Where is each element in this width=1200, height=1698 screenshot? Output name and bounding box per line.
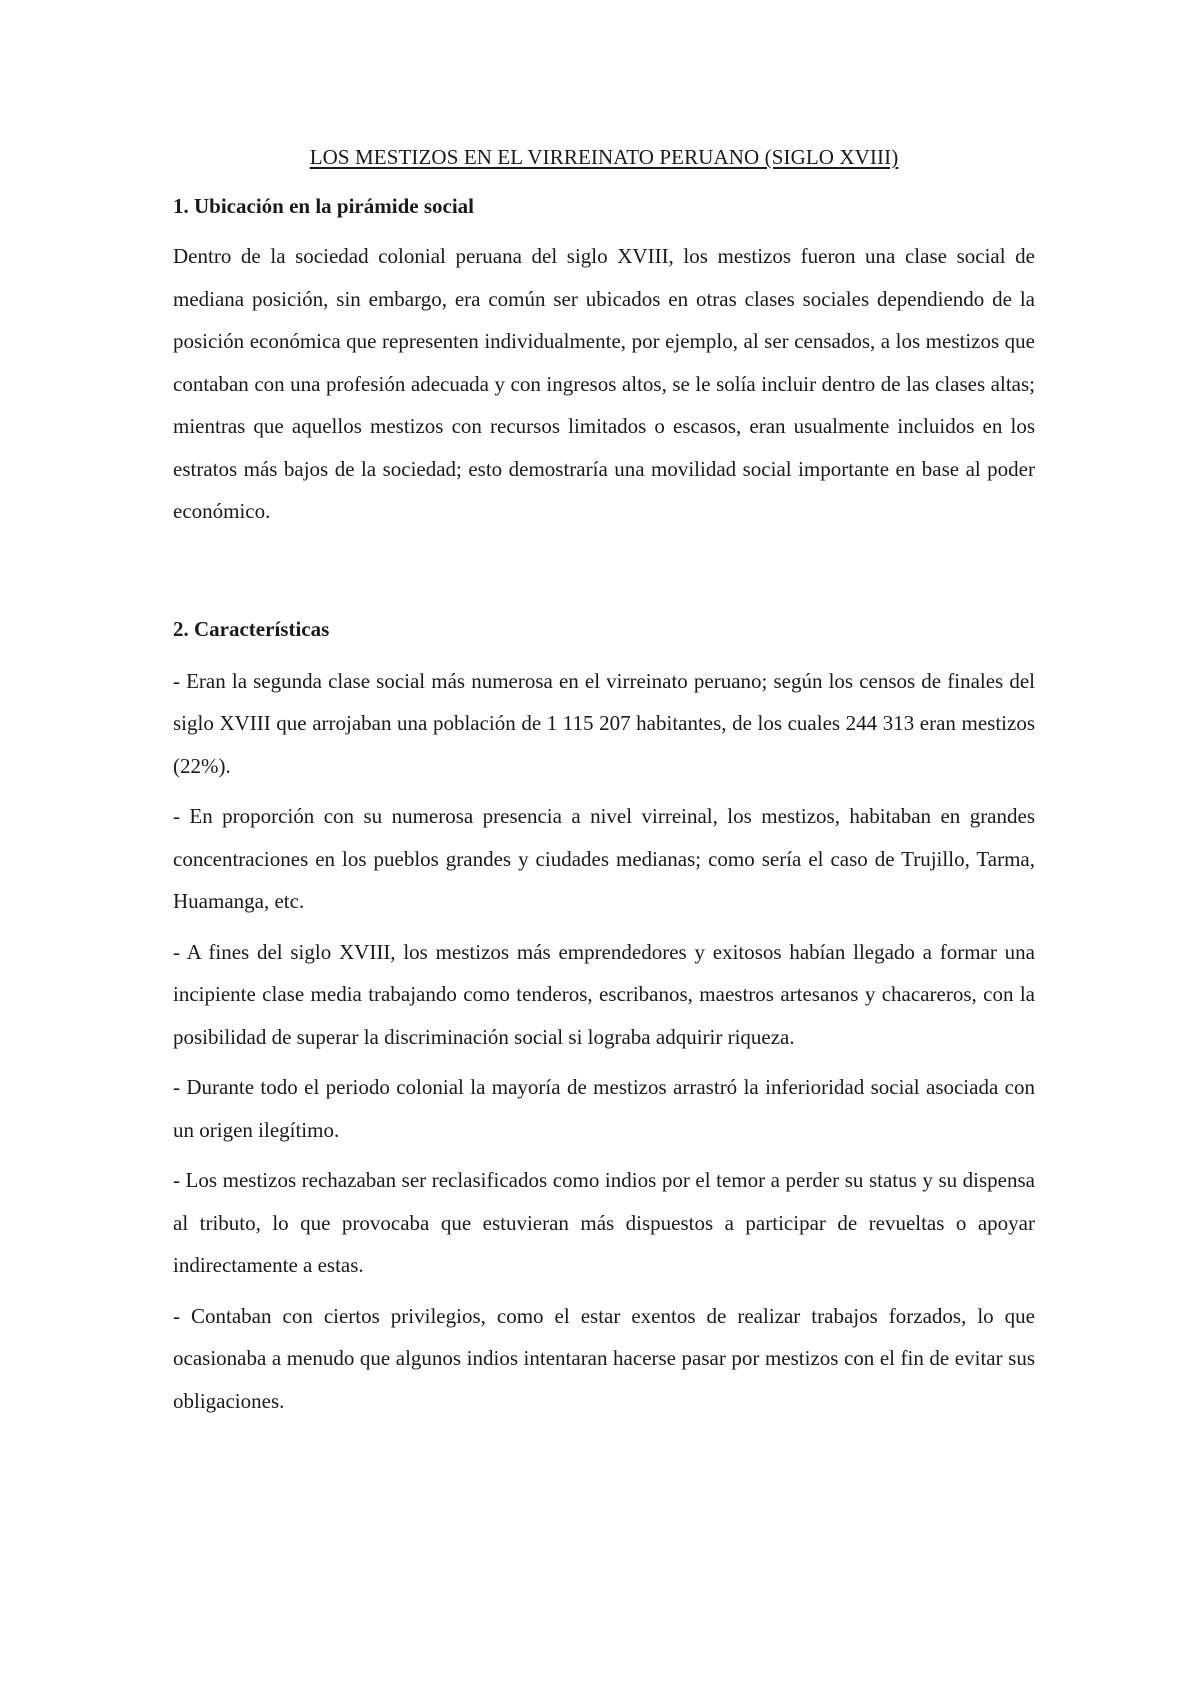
section-heading-ubicacion: 1. Ubicación en la pirámide social xyxy=(173,194,474,218)
bullet-paragraph: - En proporción con su numerosa presencia a nivel virreinal, los mestizos, habitaban en grandes concentraciones en los pueblos grandes y ciudades medianas; como sería el caso de Trujillo, Tarma, Huamanga, etc. xyxy=(173,804,1035,913)
bullet-paragraph: - Eran la segunda clase social más numerosa en el virreinato peruano; según los censos de finales del siglo XVIII que arrojaban una población de 1 115 207 habitantes, de los cuales 244 313 eran mestizos (22%). xyxy=(173,668,1035,778)
bullet-paragraph: - A fines del siglo XVIII, los mestizos más emprendedores y exitosos habían llegado a formar una incipiente clase media trabajando como tenderos, escribanos, maestros artesanos y chacareros, con la posibilidad de superar la discriminación social si lograba adquirir riqueza. xyxy=(173,939,1035,1049)
paragraph-ubicacion: Dentro de la sociedad colonial peruana del siglo XVIII, los mestizos fueron una clase social de mediana posición, sin embargo, era común ser ubicados en otras clases sociales dependiendo de la posición económica que representen individualmente, por ejemplo, al ser censados, a los mestizos que contaban con una profesión adecuada y con ingresos altos, se le solía incluir dentro de las clases altas; mientras que aquellos mestizos con recursos limitados o escasos, eran usualmente incluidos en los estratos más bajos de la sociedad; esto demostraría una movilidad social importante en base al poder económico. xyxy=(173,244,1035,523)
bullet-paragraph: - Contaban con ciertos privilegios, como el estar exentos de realizar trabajos forzados, lo que ocasionaba a menudo que algunos indios intentaran hacerse pasar por mestizos con el fin de evitar sus obligaciones. xyxy=(173,1303,1035,1413)
bullet-paragraph: - Los mestizos rechazaban ser reclasificados como indios por el temor a perder su status y su dispensa al tributo, lo que provocaba que estuvieran más dispuestos a participar de revueltas o apoyar indirectamente a estas. xyxy=(173,1168,1035,1277)
bullet-paragraph: - Durante todo el periodo colonial la mayoría de mestizos arrastró la inferioridad social asociada con un origen ilegítimo. xyxy=(173,1075,1035,1142)
document-title: LOS MESTIZOS EN EL VIRREINATO PERUANO (SIGLO XVIII) xyxy=(309,145,899,169)
section-heading-caracteristicas: 2. Características xyxy=(173,616,330,641)
document-body xyxy=(173,140,1035,1422)
